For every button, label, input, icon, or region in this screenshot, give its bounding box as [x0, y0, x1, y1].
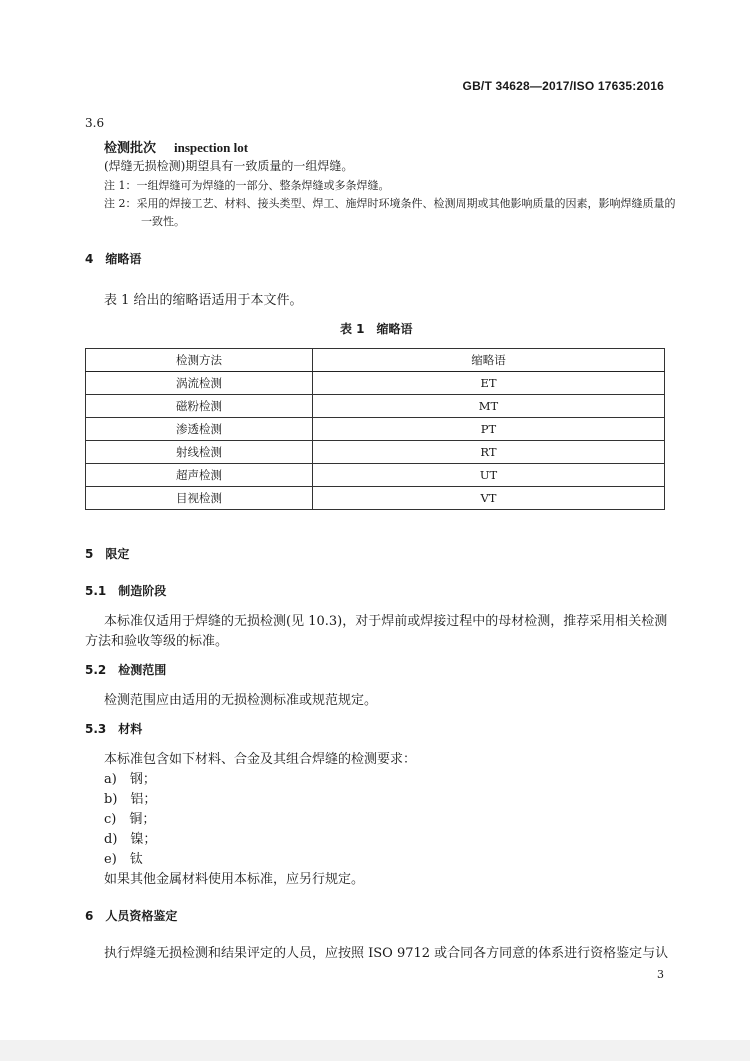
page-number: 3	[657, 968, 664, 981]
cell-method: 磁粉检测	[86, 395, 313, 418]
column-header-method: 检测方法	[86, 349, 313, 372]
table-row	[86, 418, 665, 441]
table-row	[86, 487, 665, 510]
term-en: inspection lot	[174, 140, 249, 155]
section-5-3-outro: 如果其他金属材料使用本标准，应另行规定。	[104, 872, 365, 887]
list-item-material: e) 钛	[104, 852, 143, 867]
abbreviation-table	[85, 348, 665, 510]
section-5-1-heading: 5.1 制造阶段	[85, 584, 167, 598]
section-6-heading: 6 人员资格鉴定	[85, 909, 178, 923]
section-5-2-heading: 5.2 检测范围	[85, 663, 167, 677]
section-4-heading: 4 缩略语	[85, 252, 142, 266]
list-item-material: b) 铝；	[104, 792, 157, 807]
section-5-3-intro: 本标准包含如下材料、合金及其组合焊缝的检测要求：	[104, 752, 417, 767]
cell-abbreviation: PT	[313, 418, 665, 441]
note-2-line-2: 一致性。	[141, 215, 185, 228]
table-row	[86, 464, 665, 487]
clause-3-6-number: 3.6	[85, 116, 105, 130]
table-header-row	[86, 349, 665, 372]
cell-method: 超声检测	[86, 464, 313, 487]
term-entry	[104, 137, 248, 156]
section-5-3-heading: 5.3 材料	[85, 722, 143, 736]
section-5-2-text: 检测范围应由适用的无损检测标准或规范规定。	[104, 693, 378, 708]
standard-number: GB/T 34628—2017/ISO 17635:2016	[462, 79, 664, 93]
table-title: 表 1 缩略语	[340, 322, 413, 336]
cell-abbreviation: VT	[313, 487, 665, 510]
note-2-line-1: 注 2：采用的焊接工艺、材料、接头类型、焊工、施焊时环境条件、检测周期或其他影响质量的因素，影响焊缝质量的	[104, 197, 676, 210]
note-1: 注 1：一组焊缝可为焊缝的一部分、整条焊缝或多条焊缝。	[104, 179, 390, 192]
page-bottom-edge	[0, 1040, 750, 1061]
cell-method: 渗透检测	[86, 418, 313, 441]
section-5-heading: 5 限定	[85, 547, 130, 561]
cell-abbreviation: RT	[313, 441, 665, 464]
term-zh: 检测批次	[104, 141, 157, 156]
list-item-material: c) 铜；	[104, 812, 156, 827]
table-row	[86, 372, 665, 395]
column-header-abbreviation: 缩略语	[313, 349, 665, 372]
table-row	[86, 395, 665, 418]
section-4-intro: 表 1 给出的缩略语适用于本文件。	[104, 293, 303, 308]
section-5-1-line-1: 本标准仅适用于焊缝的无损检测(见 10.3)，对于焊前或焊接过程中的母材检测，推荐采用相关检测	[104, 614, 668, 629]
cell-method: 射线检测	[86, 441, 313, 464]
list-item-material: d) 镍；	[104, 832, 157, 847]
cell-method: 涡流检测	[86, 372, 313, 395]
section-6-text: 执行焊缝无损检测和结果评定的人员，应按照 ISO 9712 或合同各方同意的体系进行资格鉴定与认	[104, 946, 669, 961]
table-row	[86, 441, 665, 464]
cell-abbreviation: UT	[313, 464, 665, 487]
cell-abbreviation: MT	[313, 395, 665, 418]
list-item-material: a) 钢；	[104, 772, 156, 787]
cell-method: 目视检测	[86, 487, 313, 510]
cell-abbreviation: ET	[313, 372, 665, 395]
section-5-1-line-2: 方法和验收等级的标准。	[85, 634, 229, 649]
term-definition: (焊缝无损检测)期望具有一致质量的一组焊缝。	[104, 159, 354, 173]
